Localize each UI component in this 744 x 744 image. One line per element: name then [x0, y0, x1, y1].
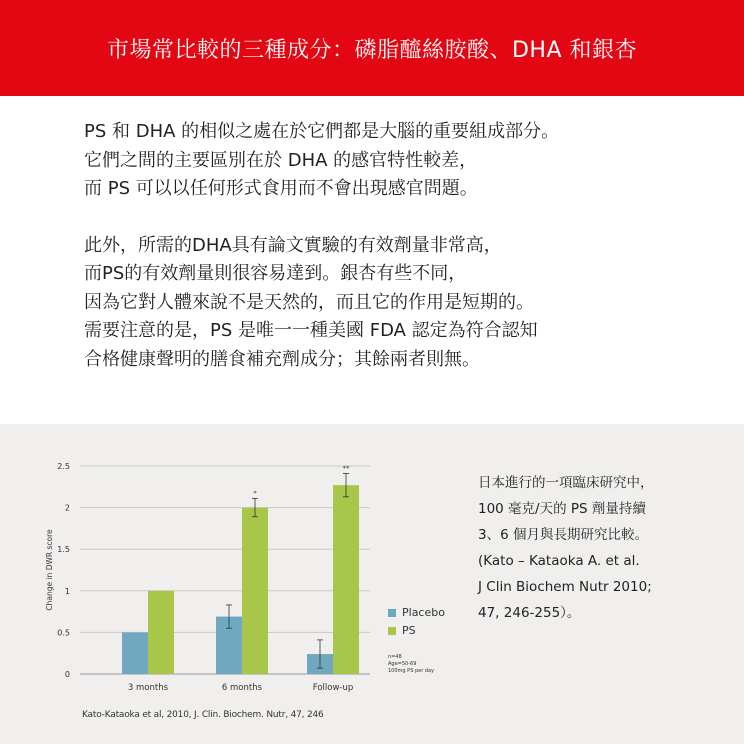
intro-text [84, 118, 704, 374]
study-notes [388, 654, 434, 675]
header-title: 市場常比較的三種成分：磷脂醯絲胺酸、DHA 和銀杏 [106, 37, 638, 63]
bar-ps [333, 485, 359, 674]
side-line: J Clin Biochem Nutr 2010; [478, 579, 652, 595]
intro-line: 它們之間的主要區別在於 DHA 的感官特性較差， [84, 149, 478, 171]
intro-line: 此外，所需的DHA具有論文實驗的有效劑量非常高， [84, 234, 502, 256]
bar-ps [148, 591, 174, 674]
y-tick-label: 2.5 [57, 462, 70, 471]
intro-paragraph-1 [84, 118, 704, 204]
legend-ps-swatch [388, 627, 396, 635]
y-tick-label: 2 [64, 503, 70, 513]
page-header [0, 0, 744, 96]
y-axis-label: Change in DWR score [45, 529, 54, 611]
intro-line: 而PS的有效劑量則很容易達到。銀杏有些不同， [84, 263, 467, 284]
chart-source: Kato-Kataoka et al, 2010, J. Clin. Biochem. Nutr, 47, 246 [82, 710, 324, 720]
side-line: 日本進行的一項臨床研究中， [478, 475, 654, 491]
side-line: 3、6 個月與長期研究比較。 [478, 527, 648, 543]
intro-line: 而 PS 可以以任何形式食用而不會出現感官問題。 [84, 178, 478, 199]
side-line: (Kato – Kataoka A. et al. [478, 553, 640, 569]
x-tick-label: 6 months [221, 683, 263, 693]
x-tick-label: 3 months [127, 683, 169, 693]
legend-placebo-label: Placebo [402, 606, 445, 619]
y-tick-label: 0.5 [57, 628, 70, 638]
side-line: 100 毫克/天的 PS 劑量持續 [478, 501, 646, 517]
side-line: 47, 246-255）。 [478, 605, 581, 621]
intro-line: 因為它對人體來說不是天然的，而且它的作用是短期的。 [84, 291, 534, 313]
note-n: n=48 [388, 654, 402, 660]
legend-ps [388, 624, 416, 637]
y-tick-label: 0 [64, 670, 70, 679]
significance-marker: * [253, 489, 257, 498]
note-age: Age=50-69 [388, 661, 417, 667]
legend-placebo [388, 606, 445, 619]
intro-line: PS 和 DHA 的相似之處在於它們都是大腦的重要組成部分。 [84, 121, 560, 142]
bar-placebo [122, 632, 148, 674]
legend-ps-label: PS [402, 624, 416, 637]
legend-placebo-swatch [388, 609, 396, 617]
note-dose: 100mg PS per day [388, 668, 435, 674]
significance-marker: ** [342, 464, 350, 473]
bar-ps [242, 508, 268, 674]
y-tick-label: 1.5 [57, 545, 70, 555]
study-description [478, 470, 728, 626]
intro-paragraph-2 [84, 232, 704, 375]
x-tick-label: Follow-up [312, 683, 354, 693]
y-tick-label: 1 [64, 586, 70, 596]
intro-line: 需要注意的是，PS 是唯一一種美國 FDA 認定為符合認知 [84, 320, 538, 341]
intro-line: 合格健康聲明的膳食補充劑成分；其餘兩者則無。 [84, 348, 480, 370]
